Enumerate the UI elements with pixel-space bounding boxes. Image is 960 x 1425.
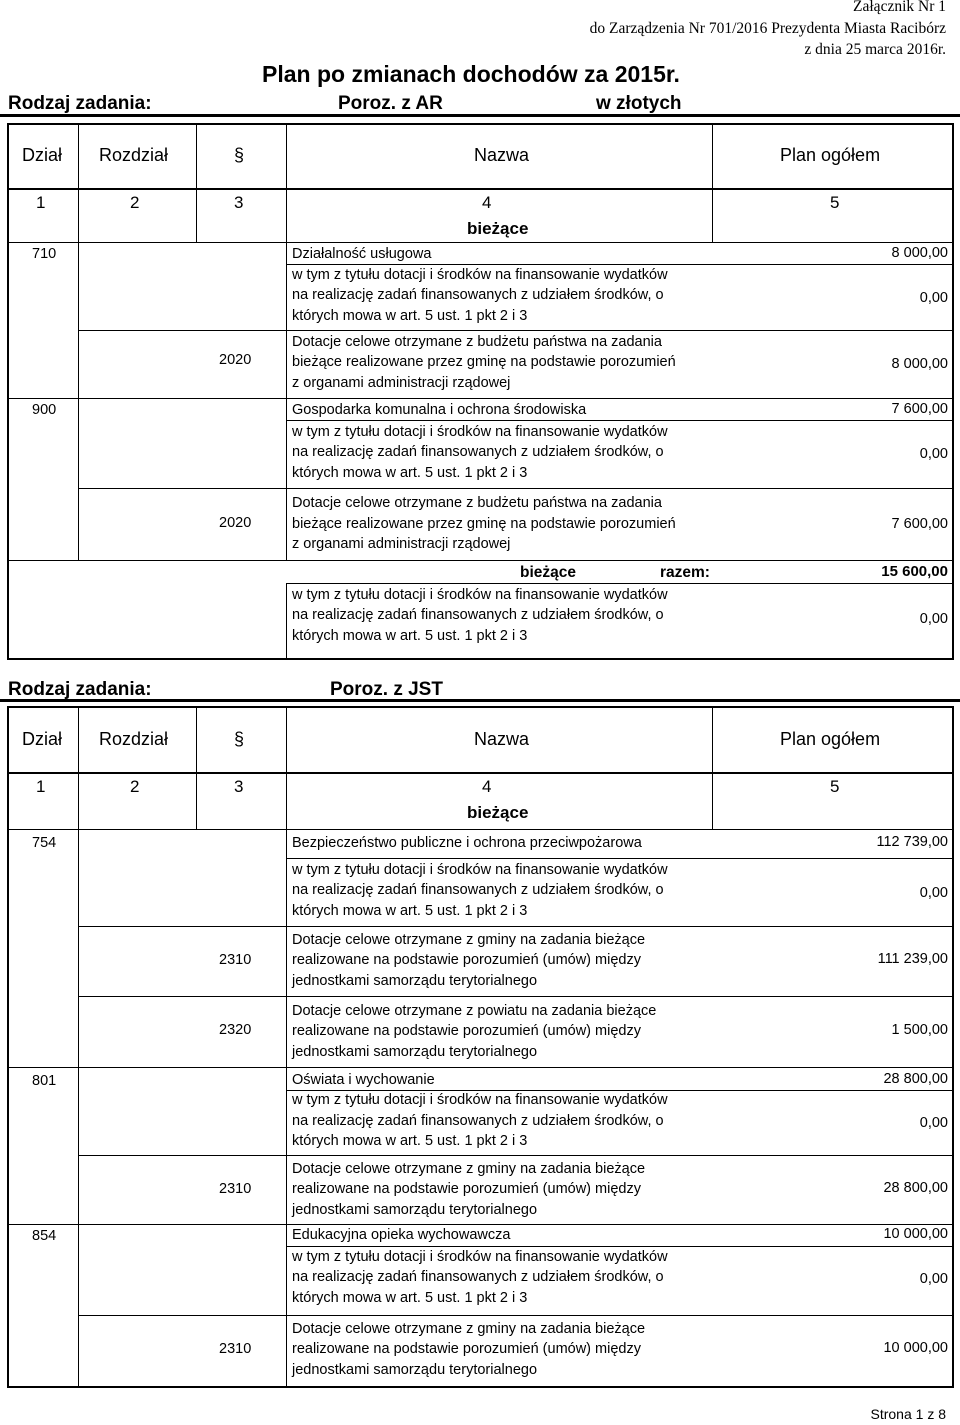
dzial-name: Działalność usługowa	[292, 246, 432, 262]
total-value: 15 600,00	[881, 563, 948, 580]
dotation-line: bieżące realizowane przez gminę na podstawie porozumień	[292, 516, 676, 532]
col-divider	[286, 707, 287, 829]
dzial-code: 900	[32, 402, 57, 418]
plan-value: 0,00	[919, 1115, 948, 1131]
task-type-value: Poroz. z AR	[338, 93, 443, 114]
col-number: 2	[130, 193, 140, 212]
dzial-code: 801	[32, 1073, 57, 1089]
col-header-rozdzial: Rozdział	[99, 729, 169, 749]
row-divider	[7, 829, 954, 830]
col-header-paragraph: §	[234, 729, 245, 749]
dzial-name: Edukacyjna opieka wychowawcza	[292, 1227, 511, 1243]
dotation-line: jednostkami samorządu terytorialnego	[292, 973, 538, 989]
col-number: 3	[234, 777, 244, 796]
row-divider	[78, 926, 954, 927]
dzial-code: 710	[32, 246, 57, 262]
order-reference: do Zarządzenia Nr 701/2016 Prezydenta Miasta Racibórz	[589, 20, 946, 37]
col-number: 1	[36, 193, 46, 212]
total-label-razem: razem:	[660, 564, 710, 581]
dotation-line: realizowane na podstawie porozumień (umów) między	[292, 952, 641, 968]
col-divider	[286, 242, 287, 560]
row-divider	[78, 1315, 954, 1316]
plan-value: 10 000,00	[883, 1226, 948, 1242]
col-header-plan: Plan ogółem	[780, 145, 881, 165]
col-header-nazwa: Nazwa	[474, 729, 530, 749]
col-header-nazwa: Nazwa	[474, 145, 530, 165]
col-divider	[712, 707, 713, 829]
row-divider	[7, 560, 954, 561]
plan-value: 0,00	[919, 1271, 948, 1287]
dzial-name: Oświata i wychowanie	[292, 1072, 435, 1088]
dotation-line: Dotacje celowe otrzymane z gminy na zadania bieżące	[292, 932, 646, 948]
col-divider	[286, 829, 287, 1387]
w-tym-line: w tym z tytułu dotacji i środków na finansowanie wydatków	[292, 1249, 668, 1265]
w-tym-line: których mowa w art. 5 ust. 1 pkt 2 i 3	[292, 1290, 528, 1306]
plan-value: 112 739,00	[876, 834, 948, 850]
w-tym-line: których mowa w art. 5 ust. 1 pkt 2 i 3	[292, 465, 528, 481]
dzial-name: Bezpieczeństwo publiczne i ochrona przeciwpożarowa	[292, 835, 642, 851]
dotation-line: realizowane na podstawie porozumień (umów) między	[292, 1341, 641, 1357]
header-divider	[7, 772, 954, 774]
col-number: 5	[830, 777, 840, 796]
dotation-line: Dotacje celowe otrzymane z gminy na zadania bieżące	[292, 1321, 646, 1337]
plan-value: 0,00	[919, 611, 948, 627]
dotation-line: Dotacje celowe otrzymane z budżetu państwa na zadania	[292, 334, 662, 350]
page-number: Strona 1 z 8	[870, 1406, 946, 1422]
col-number: 2	[130, 777, 140, 796]
col-divider	[78, 242, 79, 560]
order-date: z dnia 25 marca 2016r.	[804, 41, 946, 58]
plan-value: 0,00	[919, 446, 948, 462]
biezace-label: bieżące	[467, 219, 529, 238]
total-label: bieżące	[520, 564, 577, 581]
w-tym-line: na realizację zadań finansowanych z udziałem środków, o	[292, 882, 664, 898]
section-rule	[0, 114, 960, 117]
row-divider	[78, 996, 954, 997]
section-rule	[0, 699, 960, 702]
header-divider	[7, 188, 954, 190]
w-tym-line: których mowa w art. 5 ust. 1 pkt 2 i 3	[292, 308, 528, 324]
w-tym-line: w tym z tytułu dotacji i środków na finansowanie wydatków	[292, 862, 668, 878]
dotation-line: jednostkami samorządu terytorialnego	[292, 1362, 538, 1378]
col-divider	[78, 707, 79, 829]
task-type-value: Poroz. z JST	[330, 679, 443, 700]
col-divider	[78, 829, 79, 1387]
col-divider	[286, 124, 287, 242]
task-type-label: Rodzaj zadania:	[8, 679, 152, 700]
row-divider	[7, 242, 954, 243]
row-divider	[286, 583, 954, 584]
biezace-label: bieżące	[467, 803, 529, 822]
w-tym-line: na realizację zadań finansowanych z udziałem środków, o	[292, 287, 664, 303]
row-divider	[7, 398, 954, 399]
rozdzial-code: 2020	[219, 515, 252, 531]
col-divider	[286, 583, 287, 659]
plan-value: 8 000,00	[891, 356, 948, 372]
col-number: 4	[482, 193, 492, 212]
row-divider	[7, 1224, 954, 1225]
col-divider	[78, 124, 79, 242]
col-divider	[196, 707, 197, 829]
col-header-rozdzial: Rozdział	[99, 145, 169, 165]
plan-value: 8 000,00	[891, 245, 948, 261]
plan-value: 111 239,00	[877, 951, 948, 967]
page-title: Plan po zmianach dochodów za 2015r.	[262, 61, 680, 87]
col-number: 3	[234, 193, 244, 212]
currency-unit: w złotych	[596, 93, 682, 114]
dotation-line: realizowane na podstawie porozumień (umów) między	[292, 1181, 641, 1197]
plan-value: 7 600,00	[891, 516, 948, 532]
plan-value: 7 600,00	[891, 401, 948, 417]
w-tym-line: których mowa w art. 5 ust. 1 pkt 2 i 3	[292, 1133, 528, 1149]
row-divider	[286, 420, 954, 421]
dotation-line: realizowane na podstawie porozumień (umów) między	[292, 1023, 641, 1039]
w-tym-line: na realizację zadań finansowanych z udziałem środków, o	[292, 444, 664, 460]
w-tym-line: na realizację zadań finansowanych z udziałem środków, o	[292, 1269, 664, 1285]
plan-value: 28 800,00	[883, 1180, 948, 1196]
w-tym-line: na realizację zadań finansowanych z udziałem środków, o	[292, 607, 664, 623]
w-tym-line: na realizację zadań finansowanych z udziałem środków, o	[292, 1113, 664, 1129]
plan-value: 0,00	[919, 290, 948, 306]
plan-value: 1 500,00	[891, 1022, 948, 1038]
w-tym-line: których mowa w art. 5 ust. 1 pkt 2 i 3	[292, 903, 528, 919]
dotation-line: Dotacje celowe otrzymane z powiatu na zadania bieżące	[292, 1003, 657, 1019]
row-divider	[78, 1155, 954, 1156]
dotation-line: jednostkami samorządu terytorialnego	[292, 1044, 538, 1060]
row-divider	[78, 330, 954, 331]
row-divider	[7, 1067, 954, 1068]
dotation-line: Dotacje celowe otrzymane z budżetu państwa na zadania	[292, 495, 662, 511]
plan-value: 10 000,00	[883, 1340, 948, 1356]
col-number: 5	[830, 193, 840, 212]
rozdzial-code: 2310	[219, 1341, 252, 1357]
col-divider	[712, 124, 713, 242]
dotation-line: z organami administracji rządowej	[292, 375, 511, 391]
w-tym-line: w tym z tytułu dotacji i środków na finansowanie wydatków	[292, 1092, 668, 1108]
rozdzial-code: 2310	[219, 1181, 252, 1197]
dotation-line: bieżące realizowane przez gminę na podstawie porozumień	[292, 354, 676, 370]
col-number: 1	[36, 777, 46, 796]
rozdzial-code: 2320	[219, 1022, 252, 1038]
dzial-code: 754	[32, 835, 57, 851]
task-type-label: Rodzaj zadania:	[8, 93, 152, 114]
dotation-line: z organami administracji rządowej	[292, 536, 511, 552]
w-tym-line: w tym z tytułu dotacji i środków na finansowanie wydatków	[292, 267, 668, 283]
col-header-dzial: Dział	[22, 729, 63, 749]
w-tym-line: w tym z tytułu dotacji i środków na finansowanie wydatków	[292, 587, 668, 603]
dzial-name: Gospodarka komunalna i ochrona środowiska	[292, 402, 587, 418]
plan-value: 28 800,00	[883, 1071, 948, 1087]
w-tym-line: których mowa w art. 5 ust. 1 pkt 2 i 3	[292, 628, 528, 644]
row-divider	[286, 264, 954, 265]
col-number: 4	[482, 777, 492, 796]
w-tym-line: w tym z tytułu dotacji i środków na finansowanie wydatków	[292, 424, 668, 440]
dotation-line: jednostkami samorządu terytorialnego	[292, 1202, 538, 1218]
row-divider	[286, 1246, 954, 1247]
col-header-plan: Plan ogółem	[780, 729, 881, 749]
plan-value: 0,00	[919, 885, 948, 901]
col-divider	[196, 124, 197, 242]
attachment-number: Załącznik Nr 1	[853, 0, 946, 15]
dzial-code: 854	[32, 1228, 57, 1244]
col-header-paragraph: §	[234, 145, 245, 165]
dotation-line: Dotacje celowe otrzymane z gminy na zadania bieżące	[292, 1161, 646, 1177]
col-header-dzial: Dział	[22, 145, 63, 165]
rozdzial-code: 2020	[219, 352, 252, 368]
row-divider	[78, 488, 954, 489]
row-divider	[286, 858, 954, 859]
rozdzial-code: 2310	[219, 952, 252, 968]
